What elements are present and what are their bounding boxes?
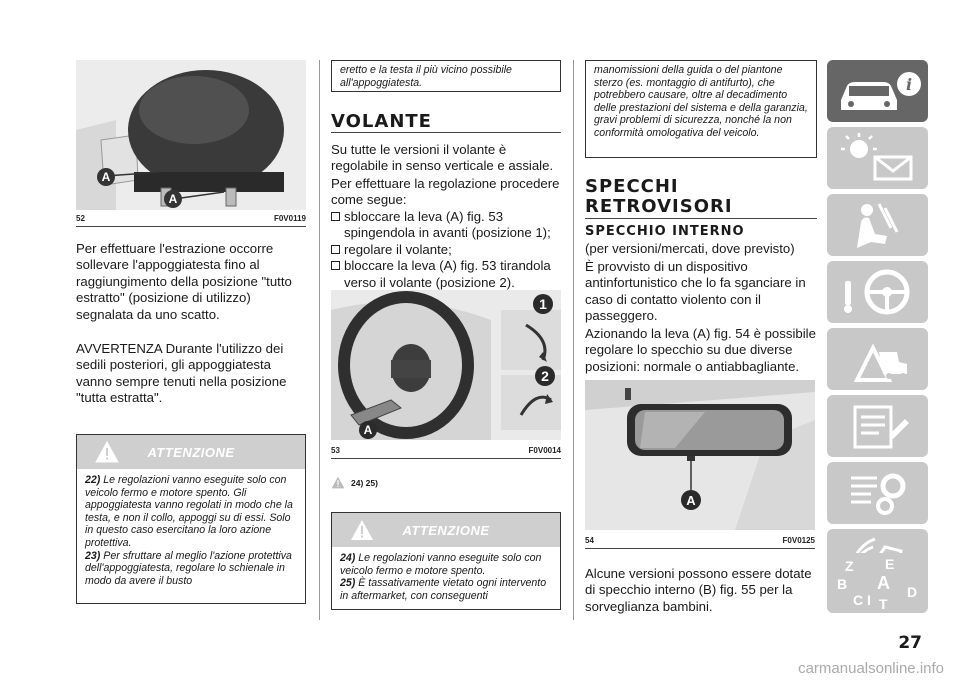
figure-53-steering: [331, 290, 561, 440]
warning-triangle-icon: [95, 441, 119, 463]
paragraph: Per effettuare l'estrazione occorre sollevare l'appoggiatesta fino al raggiungimento della posizione "tutto estratto" (posizione di utilizzo) segnalata da uno scatto.: [76, 241, 292, 322]
section-heading-volante: VOLANTE: [331, 111, 432, 132]
warning-header: [332, 513, 560, 547]
figure-code: F0V0125: [782, 536, 815, 545]
figure-number: 54: [585, 536, 594, 545]
maintenance-icon: [827, 395, 928, 457]
section-heading-specchi: SPECCHI RETROVISORI: [585, 176, 733, 217]
sidebar-tab-technical-data[interactable]: [827, 462, 928, 524]
footer-watermark: carmanualsonline.info: [798, 660, 944, 677]
figure-rule: [76, 226, 306, 227]
steering-illustration: [331, 290, 561, 440]
figure-code: F0V0119: [273, 214, 306, 223]
index-letter: D: [907, 584, 918, 600]
index-letters-icon: [827, 553, 928, 613]
figure-number: 53: [331, 446, 340, 455]
list-item: regolare il volante;: [331, 242, 563, 258]
figure-rule: [585, 548, 815, 549]
note-text: Per sfruttare al meglio l'azione protettiva dell'appoggiatesta, regolare lo schienale in modo da avere il busto: [85, 549, 292, 587]
index-letter: C: [853, 592, 864, 608]
warning-triangle-icon: [331, 476, 345, 489]
figure-54-caption: [585, 536, 815, 545]
reference-numbers: 24) 25): [351, 477, 378, 488]
column-separator: [573, 60, 574, 620]
note-number: 22): [85, 474, 101, 486]
warning-lights-icon: [827, 127, 928, 189]
note-number: 24): [340, 552, 356, 564]
airbag-seat-icon: [827, 194, 928, 256]
column-separator: [319, 60, 320, 620]
figure-code: F0V0014: [528, 446, 561, 455]
sidebar-tab-emergency[interactable]: [827, 328, 928, 390]
continued-note: manomissioni della guida o del piantone sterzo (es. montaggio di antifurto), che potrebbero causare, oltre al decadimento delle prestazioni del sistema e della garanzia, gravi problemi di sicurezza, nonché la non conformità omologativa del veicolo.: [585, 60, 817, 158]
figure-rule: [331, 458, 561, 459]
paragraph: È provvisto di un dispositivo antinfortunistico che lo fa sganciare in caso di contatto violento con il passeggero.: [585, 259, 806, 324]
callout-1: 1: [539, 296, 547, 312]
index-letter: A: [877, 573, 890, 593]
warning-title: ATTENZIONE: [402, 522, 490, 538]
index-letter: E: [885, 556, 895, 572]
paragraph: Su tutte le versioni il volante è regolabile in senso verticale e assiale.: [331, 142, 554, 174]
emergency-icon: [827, 328, 928, 390]
callout-a: A: [686, 493, 696, 508]
warning-box: [76, 434, 306, 604]
warning-header: [77, 435, 305, 469]
subheading-specchio-interno: SPECCHIO INTERNO: [585, 224, 745, 239]
paragraph: Per effettuare la regolazione procedere come segue:: [331, 176, 560, 208]
note-number: 25): [340, 577, 356, 590]
warning-refs: [331, 476, 378, 489]
figure-52-headrest: [76, 60, 306, 210]
figure-54-mirror: [585, 380, 815, 530]
heading-rule: [331, 132, 561, 133]
callout-2: 2: [541, 368, 549, 384]
car-info-icon: [827, 60, 928, 122]
specs-gear-icon: [827, 462, 928, 524]
callout-a: A: [363, 423, 373, 437]
warning-box: [331, 512, 561, 610]
figure-number: 52: [76, 214, 85, 223]
continued-note: eretto e la testa il più vicino possibile all'appoggiatesta.: [331, 60, 561, 92]
note-text: È tassativamente vietato ogni intervento in aftermarket, con conseguenti: [340, 577, 547, 602]
checkbox-bullet-icon: [331, 212, 340, 221]
warning-title: ATTENZIONE: [147, 444, 235, 460]
sidebar-tab-car-info[interactable]: [827, 60, 928, 122]
page-number: 27: [898, 633, 922, 653]
index-letter: I: [867, 592, 871, 608]
index-letter: Z: [845, 558, 854, 574]
paragraph: AVVERTENZA Durante l'utilizzo dei sedili posteriori, gli appoggiatesta vanno sempre tenuti nella posizione "tutta estratta".: [76, 341, 287, 406]
info-glyph: i: [905, 75, 913, 94]
heading-rule: [585, 218, 817, 219]
steering-key-icon: [827, 261, 928, 323]
warning-body: [332, 547, 560, 607]
bullet-list: [331, 209, 563, 291]
warning-triangle-icon: [350, 519, 374, 541]
sidebar-tab-index[interactable]: [827, 553, 928, 613]
headrest-illustration: [76, 60, 306, 210]
callout-a-2: A: [168, 192, 178, 206]
index-letter: B: [837, 576, 848, 592]
figure-52-caption: [76, 214, 306, 223]
index-letter: T: [879, 596, 888, 612]
sidebar-tab-maintenance[interactable]: [827, 395, 928, 457]
warning-body: [77, 469, 305, 592]
sidebar-tab-steering-key[interactable]: [827, 261, 928, 323]
sidebar-tab-airbag-seat[interactable]: [827, 194, 928, 256]
note-text: Le regolazioni vanno eseguite solo con veicolo fermo e motore spento.: [340, 552, 542, 577]
note-text: Le regolazioni vanno eseguite solo con veicolo fermo e motore spento. Gli appoggiatesta vanno regolati in modo che la testa, e non il collo, appoggi su di essi. Solo in questo caso esercitano la loro azione protettiva.: [85, 474, 293, 549]
note-number: 23): [85, 549, 101, 562]
paragraph: (per versioni/mercati, dove previsto): [585, 241, 795, 256]
checkbox-bullet-icon: [331, 261, 340, 270]
list-item: sbloccare la leva (A) fig. 53 spingendola in avanti (posizione 1);: [331, 209, 563, 242]
sidebar-tab-warning-lights[interactable]: [827, 127, 928, 189]
checkbox-bullet-icon: [331, 245, 340, 254]
mirror-illustration: [585, 380, 815, 530]
paragraph: Azionando la leva (A) fig. 54 è possibile regolare lo specchio su due diverse posizioni: normale o antiabbagliante.: [585, 326, 816, 374]
paragraph: Alcune versioni possono essere dotate di specchio interno (B) fig. 55 per la sorveglianza bambini.: [585, 566, 812, 614]
callout-a-1: A: [101, 170, 111, 184]
list-item: bloccare la leva (A) fig. 53 tirandola verso il volante (posizione 2).: [331, 258, 563, 291]
figure-53-caption: [331, 446, 561, 455]
